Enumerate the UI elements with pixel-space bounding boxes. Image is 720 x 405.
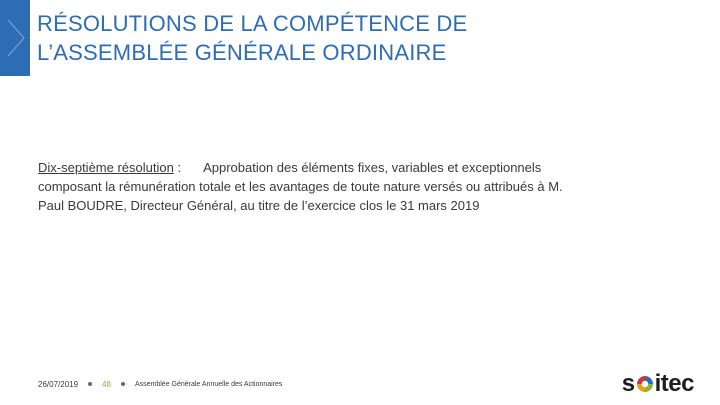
resolution-label: Dix-septième résolution [38, 160, 174, 175]
resolution-line-1 [38, 158, 618, 177]
logo-text-end: itec [654, 370, 694, 397]
resolution-line-3: Paul BOUDRE, Directeur Général, au titre de l’exercice clos le 31 mars 2019 [38, 198, 480, 213]
title-line-1: RÉSOLUTIONS DE LA COMPÉTENCE DE [37, 11, 468, 36]
footer-date: 26/07/2019 [38, 379, 79, 389]
resolution-colon: : [173, 160, 182, 175]
resolution-paragraph [38, 158, 618, 215]
slide-title [37, 9, 697, 67]
slide-footer [38, 377, 282, 391]
resolution-text-1: Approbation des éléments fixes, variables et exceptionnels [203, 160, 542, 175]
chevron-decoration-icon [0, 0, 30, 76]
footer-event-name: Assemblée Générale Annuelle des Actionnaires [134, 380, 283, 388]
separator-dot-icon [88, 382, 92, 386]
logo-mark-icon [636, 375, 654, 393]
logo-text-start: s [621, 370, 635, 397]
title-line-2: L’ASSEMBLÉE GÉNÉRALE ORDINAIRE [37, 40, 447, 65]
resolution-line-2: composant la rémunération totale et les avantages de toute nature versés ou attribués à M. [38, 179, 563, 194]
separator-dot-icon [121, 382, 125, 386]
page-number: 48 [102, 379, 111, 389]
soitec-logo [622, 370, 694, 398]
side-accent-bar [0, 0, 30, 76]
